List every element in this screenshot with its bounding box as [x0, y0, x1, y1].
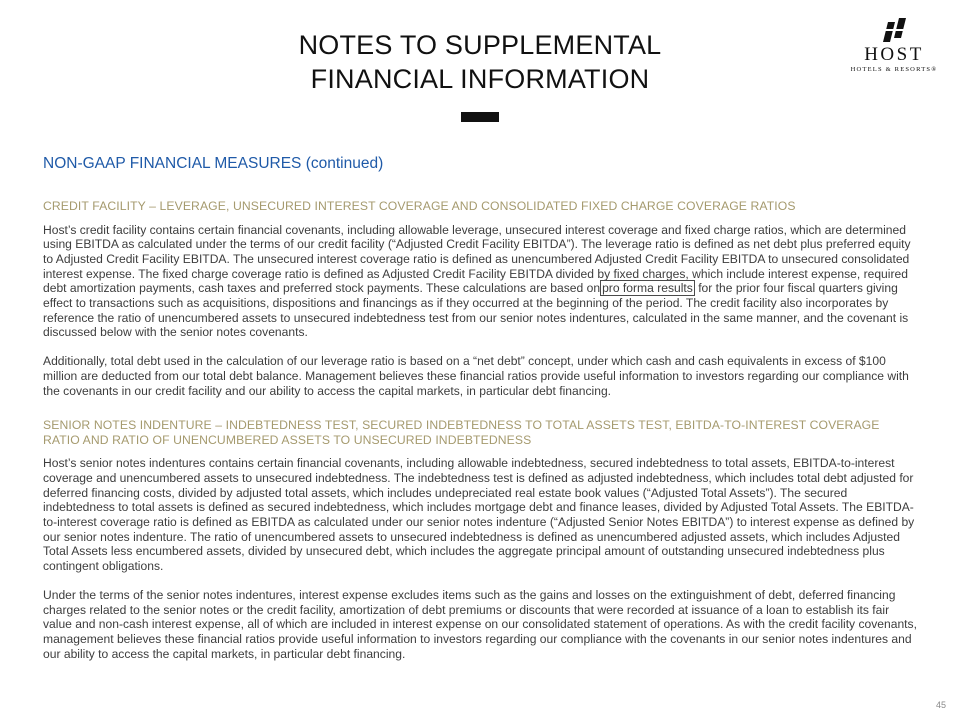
logo-tagline: HOTELS & RESORTS®	[850, 66, 938, 73]
page-number: 45	[935, 700, 946, 710]
section-heading-non-gaap: NON-GAAP FINANCIAL MEASURES (continued)	[43, 155, 384, 172]
senior-notes-paragraph-1: Host’s senior notes indentures contains certain financial covenants, including allowable indebtedness, secured indebtedness to total assets, EBITDA-to-interest coverage and unencumbered assets to unsecured indebtedness. The indebtedness test is defined as adjusted indebtedness, which includes total debt adjusted for deferred financing costs, divided by adjusted total assets, which includes undepreciated real estate book values (“Adjusted Total Assets”). The secured indebtedness to total assets is defined as secured indebtedness, which includes mortgage debt and finance leases, divided by Adjusted Total Assets. The EBITDA-to-interest coverage ratio is defined as EBITDA as calculated under our senior notes indenture (“Adjusted Senior Notes EBITDA”) to interest expense as defined by our senior notes indenture. The ratio of unencumbered assets to unsecured indebtedness is defined as unencumbered adjusted assets, which includes Adjusted Total Assets less encumbered assets, divided by unsecured debt, which includes the aggregate principal amount of outstanding unsecured indebtedness plus contingent obligations.	[43, 456, 915, 574]
host-logo-mark-icon	[883, 18, 906, 42]
company-logo	[848, 16, 940, 74]
notes-content	[43, 155, 918, 661]
logo-company-name: HOST	[864, 44, 924, 65]
credit-facility-paragraph-2: Additionally, total debt used in the calculation of our leverage ratio is based on a “net debt” concept, under which cash and cash equivalents in excess of $100 million are deducted from our total debt balance. Management believes these financial ratios provide useful information to investors regarding our compliance with the covenants in our credit facility and our ability to access the capital markets, in particular debt financing.	[43, 354, 909, 398]
page-title-line2: FINANCIAL INFORMATION	[310, 64, 650, 94]
subheading-credit-facility: CREDIT FACILITY – LEVERAGE, UNSECURED INTEREST COVERAGE AND CONSOLIDATED FIXED CHARGE COVERAGE RATIOS	[43, 199, 796, 213]
subheading-senior-notes-indenture: SENIOR NOTES INDENTURE – INDEBTEDNESS TEST, SECURED INDEBTEDNESS TO TOTAL ASSETS TEST, EBITDA-TO-INTEREST COVERAGE RATIO AND RATIO OF UNENCUMBERED ASSETS TO UNSECURED INDEBTEDNESS	[43, 418, 880, 447]
pro-forma-results-boxed-text: pro forma results	[602, 281, 693, 296]
credit-facility-paragraph-1-after-box: for the prior four fiscal quarters giving effect to transactions such as acquisitions, dispositions and financings as if they occurred at the beginning of the period. The credit facility also incorporates by reference the ratio of unencumbered assets to unsecured indebtedness test from our senior notes indentures, calculated in the same manner, and the covenant is discussed below with the senior notes covenants.	[43, 281, 909, 340]
senior-notes-paragraph-2: Under the terms of the senior notes indentures, interest expense excludes items such as the gains and losses on the extinguishment of debt, deferred financing charges related to the senior notes or the credit facility, amortization of debt premiums or discounts that were recorded at issuance of a loan to establish its fair value and non-cash interest expense, all of which are included in interest expense on our consolidated statement of operations. As with the credit facility covenants, management believes these financial ratios provide useful information to investors regarding our compliance with the covenants in our senior notes indentures and our ability to access the capital markets, in particular debt financing.	[43, 587, 917, 661]
page-title-line1: NOTES TO SUPPLEMENTAL	[298, 30, 662, 60]
title-underline-rule	[461, 112, 499, 122]
credit-facility-paragraph-1	[43, 223, 918, 341]
credit-facility-paragraph-1-before-box: Host’s credit facility contains certain financial covenants, including allowable leverage, unsecured interest coverage and fixed charge ratios, which are determined using EBITDA as calculated under the terms of our credit facility (“Adjusted Credit Facility EBITDA”). The leverage ratio is defined as net debt plus preferred equity to Adjusted Credit Facility EBITDA. The unsecured interest coverage ratio is defined as unencumbered Adjusted Credit Facility EBITDA to unsecured consolidated interest expense. The fixed charge coverage ratio is defined as Adjusted Credit Facility EBITDA divided by fixed charges, which include interest expense, required debt amortization payments, cash taxes and preferred stock payments. These calculations are based on	[43, 222, 911, 296]
page-title	[0, 28, 960, 96]
